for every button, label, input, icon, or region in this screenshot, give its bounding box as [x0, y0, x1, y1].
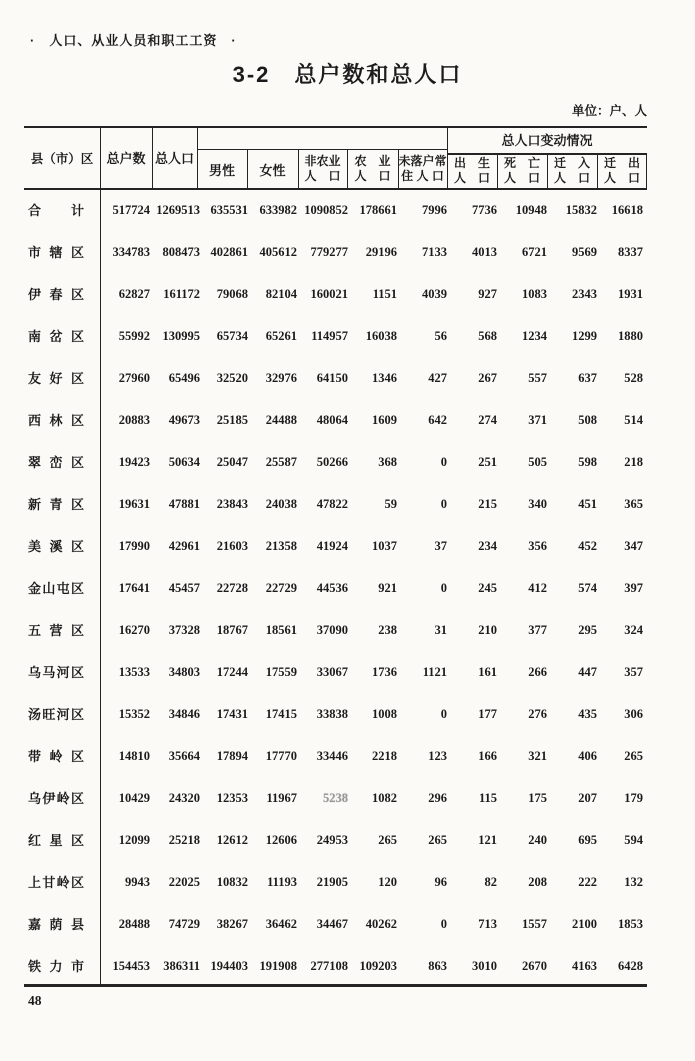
value-cell: 266	[528, 664, 547, 679]
region-name: 翠峦区	[28, 455, 93, 470]
value-cell: 12099	[118, 832, 150, 847]
header-line: 人 口	[553, 171, 590, 185]
header-line: 未落户常	[398, 154, 447, 168]
table-row	[24, 441, 647, 483]
value-cell: 222	[578, 874, 597, 889]
header-line: 人 口	[304, 169, 341, 183]
value-cell: 115	[478, 790, 497, 805]
value-cell: 38267	[216, 916, 248, 931]
value-cell: 365	[624, 496, 643, 511]
region-name: 五营区	[28, 623, 93, 638]
table-row	[24, 399, 647, 441]
value-cell: 356	[528, 538, 547, 553]
value-cell: 1090852	[304, 202, 348, 217]
region-name: 伊春区	[28, 287, 93, 302]
value-cell: 36462	[265, 916, 297, 931]
value-cell: 18561	[265, 622, 297, 637]
value-cell: 179	[624, 790, 643, 805]
header-agricultural	[347, 149, 398, 189]
value-cell: 161	[478, 664, 497, 679]
value-cell: 25047	[216, 454, 248, 469]
value-cell: 8337	[618, 244, 643, 259]
value-cell: 568	[478, 328, 497, 343]
value-cell: 4013	[472, 244, 497, 259]
table-row	[24, 903, 647, 945]
value-cell: 514	[624, 412, 643, 427]
table-row	[24, 189, 647, 231]
value-cell: 238	[378, 622, 397, 637]
value-cell: 1346	[372, 370, 397, 385]
value-cell: 22025	[168, 874, 200, 889]
region-name: 带岭区	[28, 749, 93, 764]
header-region: 县（市）区	[30, 151, 94, 166]
table-row	[24, 273, 647, 315]
value-cell: 1931	[618, 286, 643, 301]
page-title: 3-2 总户数和总人口	[232, 62, 463, 87]
value-cell: 447	[578, 664, 597, 679]
value-cell: 2670	[522, 958, 547, 973]
table-row	[24, 651, 647, 693]
value-cell: 427	[428, 370, 447, 385]
header-unregistered-resident	[398, 149, 447, 189]
region-name: 上甘岭区	[28, 875, 86, 890]
header-line: 迁 出	[603, 156, 640, 170]
table-row	[24, 819, 647, 861]
value-cell: 267	[478, 370, 497, 385]
value-cell: 14810	[118, 748, 150, 763]
value-cell: 406	[578, 748, 597, 763]
value-cell: 12606	[265, 832, 297, 847]
value-cell: 123	[428, 748, 447, 763]
value-cell: 637	[578, 370, 597, 385]
value-cell: 251	[478, 454, 497, 469]
region-name: 嘉荫县	[28, 917, 93, 932]
value-cell: 334783	[112, 244, 150, 259]
value-cell: 340	[528, 496, 547, 511]
value-cell: 20883	[118, 412, 150, 427]
value-cell: 132	[624, 874, 643, 889]
value-cell: 27960	[118, 370, 150, 385]
value-cell: 24953	[316, 832, 348, 847]
value-cell: 1269513	[156, 202, 200, 217]
value-cell: 161172	[163, 286, 200, 301]
value-cell: 0	[440, 706, 447, 721]
value-cell: 41924	[316, 538, 348, 553]
region-name: 南岔区	[28, 329, 93, 344]
value-cell: 16270	[118, 622, 150, 637]
value-cell: 25218	[168, 832, 200, 847]
value-cell: 321	[528, 748, 547, 763]
value-cell: 779277	[310, 244, 348, 259]
value-cell: 34467	[316, 916, 348, 931]
value-cell: 34803	[168, 664, 200, 679]
value-cell: 1299	[572, 328, 597, 343]
value-cell: 452	[578, 538, 597, 553]
value-cell: 34846	[168, 706, 200, 721]
value-cell: 1234	[522, 328, 547, 343]
value-cell: 276	[528, 706, 547, 721]
value-cell: 386311	[163, 958, 200, 973]
value-cell: 10948	[515, 202, 547, 217]
value-cell: 6721	[522, 244, 547, 259]
value-cell: 33446	[316, 748, 348, 763]
value-cell: 19631	[118, 496, 150, 511]
value-cell: 44536	[316, 580, 348, 595]
value-cell: 642	[428, 412, 447, 427]
value-cell: 517724	[112, 202, 150, 217]
value-cell: 277108	[310, 958, 348, 973]
value-cell: 45457	[168, 580, 200, 595]
header-female: 女性	[259, 162, 286, 178]
value-cell: 927	[478, 286, 497, 301]
value-cell: 12612	[216, 832, 248, 847]
value-cell: 324	[624, 622, 643, 637]
value-cell: 16038	[365, 328, 397, 343]
value-cell: 1008	[372, 706, 397, 721]
value-cell: 240	[528, 832, 547, 847]
header-line: 农 业	[354, 154, 391, 168]
value-cell: 2343	[572, 286, 597, 301]
header-households: 总户数	[106, 151, 146, 166]
value-cell: 65496	[168, 370, 200, 385]
value-cell: 50634	[168, 454, 200, 469]
value-cell: 16618	[611, 202, 643, 217]
value-cell: 47822	[316, 496, 348, 511]
value-cell: 160021	[310, 286, 348, 301]
value-cell: 0	[440, 916, 447, 931]
value-cell: 633982	[259, 202, 297, 217]
region-name: 美溪区	[28, 539, 93, 554]
value-cell: 96	[434, 874, 447, 889]
value-cell: 265	[624, 748, 643, 763]
value-cell: 7736	[472, 202, 497, 217]
value-cell: 1609	[372, 412, 397, 427]
value-cell: 74729	[168, 916, 200, 931]
table-row	[24, 231, 647, 273]
value-cell: 0	[440, 454, 447, 469]
value-cell: 18767	[216, 622, 248, 637]
value-cell: 9569	[572, 244, 597, 259]
value-cell: 17431	[216, 706, 248, 721]
value-cell: 56	[434, 328, 447, 343]
value-cell: 29196	[365, 244, 397, 259]
value-cell: 24488	[265, 412, 297, 427]
header-births	[447, 153, 497, 189]
value-cell: 4039	[422, 286, 447, 301]
value-cell: 635531	[210, 202, 248, 217]
value-cell: 215	[478, 496, 497, 511]
value-cell: 42961	[168, 538, 200, 553]
value-cell: 505	[528, 454, 547, 469]
value-cell: 921	[378, 580, 397, 595]
value-cell: 33838	[316, 706, 348, 721]
value-cell: 371	[528, 412, 547, 427]
value-cell: 194403	[210, 958, 248, 973]
value-cell: 397	[624, 580, 643, 595]
value-cell: 1557	[522, 916, 547, 931]
value-cell: 1037	[372, 538, 397, 553]
table-row	[24, 567, 647, 609]
value-cell: 347	[624, 538, 643, 553]
value-cell: 5238	[323, 790, 348, 805]
header-total-population: 总人口	[154, 151, 194, 166]
value-cell: 17641	[118, 580, 150, 595]
value-cell: 23843	[216, 496, 248, 511]
value-cell: 37090	[316, 622, 348, 637]
value-cell: 368	[378, 454, 397, 469]
value-cell: 598	[578, 454, 597, 469]
value-cell: 40262	[365, 916, 397, 931]
value-cell: 177	[478, 706, 497, 721]
value-cell: 17990	[118, 538, 150, 553]
header-non-agricultural	[298, 149, 347, 189]
header-line: 出 生	[453, 156, 490, 170]
value-cell: 1083	[522, 286, 547, 301]
value-cell: 191908	[259, 958, 297, 973]
value-cell: 47881	[168, 496, 200, 511]
region-name: 合计	[28, 203, 115, 218]
header-population-change-group: 总人口变动情况	[501, 133, 593, 148]
value-cell: 1082	[372, 790, 397, 805]
region-name: 汤旺河区	[28, 707, 86, 722]
region-name: 西林区	[28, 413, 93, 428]
table-row	[24, 315, 647, 357]
value-cell: 120	[378, 874, 397, 889]
value-cell: 62827	[118, 286, 150, 301]
header-male: 男性	[208, 162, 235, 178]
value-cell: 109203	[359, 958, 397, 973]
table-row	[24, 693, 647, 735]
value-cell: 130995	[162, 328, 200, 343]
table-row	[24, 525, 647, 567]
region-name: 乌马河区	[28, 665, 86, 680]
unit-note: 单位：户、人	[571, 104, 647, 118]
value-cell: 1151	[372, 286, 397, 301]
value-cell: 208	[528, 874, 547, 889]
value-cell: 50266	[316, 454, 348, 469]
value-cell: 114957	[311, 328, 348, 343]
value-cell: 218	[624, 454, 643, 469]
region-name: 新青区	[28, 497, 93, 512]
value-cell: 17894	[216, 748, 248, 763]
value-cell: 37328	[168, 622, 200, 637]
header-line: 人 口	[354, 169, 391, 183]
value-cell: 1880	[618, 328, 643, 343]
value-cell: 59	[384, 496, 397, 511]
value-cell: 25587	[265, 454, 297, 469]
value-cell: 695	[578, 832, 597, 847]
header-deaths	[497, 153, 547, 189]
value-cell: 13533	[118, 664, 150, 679]
header-line: 人 口	[503, 171, 540, 185]
value-cell: 435	[578, 706, 597, 721]
value-cell: 22729	[265, 580, 297, 595]
value-cell: 274	[478, 412, 497, 427]
value-cell: 357	[624, 664, 643, 679]
value-cell: 863	[428, 958, 447, 973]
value-cell: 10832	[216, 874, 248, 889]
value-cell: 15352	[118, 706, 150, 721]
region-name: 乌伊岭区	[28, 791, 86, 806]
value-cell: 557	[528, 370, 547, 385]
value-cell: 265	[378, 832, 397, 847]
value-cell: 405612	[259, 244, 297, 259]
header-line: 迁 入	[553, 156, 590, 170]
value-cell: 17415	[265, 706, 297, 721]
value-cell: 245	[478, 580, 497, 595]
region-name: 友好区	[28, 371, 93, 386]
value-cell: 234	[478, 538, 497, 553]
value-cell: 210	[478, 622, 497, 637]
value-cell: 7996	[422, 202, 447, 217]
value-cell: 4163	[572, 958, 597, 973]
region-name: 红星区	[28, 833, 93, 848]
region-name: 铁力市	[28, 959, 93, 974]
stats-table	[24, 126, 647, 987]
value-cell: 64150	[316, 370, 348, 385]
value-cell: 17770	[265, 748, 297, 763]
value-cell: 11967	[266, 790, 297, 805]
value-cell: 0	[440, 580, 447, 595]
value-cell: 37	[434, 538, 447, 553]
value-cell: 21603	[216, 538, 248, 553]
value-cell: 713	[478, 916, 497, 931]
value-cell: 402861	[210, 244, 248, 259]
header-line: 人 口	[603, 171, 640, 185]
value-cell: 12353	[216, 790, 248, 805]
value-cell: 17244	[216, 664, 248, 679]
page-number: 48	[28, 993, 42, 1008]
value-cell: 528	[624, 370, 643, 385]
table-row	[24, 609, 647, 651]
value-cell: 31	[434, 622, 447, 637]
value-cell: 296	[428, 790, 447, 805]
value-cell: 1121	[422, 664, 447, 679]
value-cell: 3010	[472, 958, 497, 973]
value-cell: 25185	[216, 412, 248, 427]
value-cell: 21905	[316, 874, 348, 889]
value-cell: 7133	[422, 244, 447, 259]
value-cell: 32520	[216, 370, 248, 385]
value-cell: 175	[528, 790, 547, 805]
value-cell: 15832	[565, 202, 597, 217]
header-move-out	[597, 153, 647, 189]
region-name: 市辖区	[28, 245, 93, 260]
table-row	[24, 483, 647, 525]
chapter-note: · 人口、从业人员和职工工资 ·	[30, 33, 237, 48]
value-cell: 207	[578, 790, 597, 805]
value-cell: 35664	[168, 748, 200, 763]
header-line: 非农业	[304, 154, 341, 168]
table-row	[24, 777, 647, 819]
region-name: 金山屯区	[28, 581, 86, 596]
value-cell: 21358	[265, 538, 297, 553]
value-cell: 65734	[216, 328, 248, 343]
value-cell: 412	[528, 580, 547, 595]
header-line: 人 口	[453, 171, 490, 185]
value-cell: 2218	[372, 748, 397, 763]
value-cell: 808473	[162, 244, 200, 259]
value-cell: 48064	[316, 412, 348, 427]
value-cell: 1853	[618, 916, 643, 931]
value-cell: 24320	[168, 790, 200, 805]
value-cell: 574	[578, 580, 597, 595]
value-cell: 79068	[216, 286, 248, 301]
value-cell: 508	[578, 412, 597, 427]
value-cell: 65261	[265, 328, 297, 343]
value-cell: 377	[528, 622, 547, 637]
value-cell: 306	[624, 706, 643, 721]
value-cell: 166	[478, 748, 497, 763]
value-cell: 82104	[265, 286, 297, 301]
table-row	[24, 357, 647, 399]
value-cell: 594	[624, 832, 643, 847]
value-cell: 55992	[118, 328, 150, 343]
header-move-in	[547, 153, 597, 189]
value-cell: 49673	[168, 412, 200, 427]
value-cell: 22728	[216, 580, 248, 595]
value-cell: 24038	[265, 496, 297, 511]
table-row	[24, 861, 647, 903]
table-row	[24, 945, 647, 987]
value-cell: 19423	[118, 454, 150, 469]
value-cell: 154453	[112, 958, 150, 973]
value-cell: 32976	[265, 370, 297, 385]
value-cell: 17559	[265, 664, 297, 679]
value-cell: 2100	[572, 916, 597, 931]
value-cell: 1736	[372, 664, 397, 679]
value-cell: 33067	[316, 664, 348, 679]
table-body	[24, 189, 647, 987]
value-cell: 0	[440, 496, 447, 511]
value-cell: 121	[478, 832, 497, 847]
value-cell: 10429	[118, 790, 150, 805]
header-line: 住 人 口	[401, 169, 444, 183]
value-cell: 11193	[267, 874, 297, 889]
value-cell: 178661	[359, 202, 397, 217]
value-cell: 82	[484, 874, 497, 889]
value-cell: 6428	[618, 958, 643, 973]
table-row	[24, 735, 647, 777]
value-cell: 295	[578, 622, 597, 637]
value-cell: 451	[578, 496, 597, 511]
value-cell: 9943	[125, 874, 150, 889]
value-cell: 265	[428, 832, 447, 847]
header-line: 死 亡	[503, 156, 540, 170]
value-cell: 28488	[118, 916, 150, 931]
